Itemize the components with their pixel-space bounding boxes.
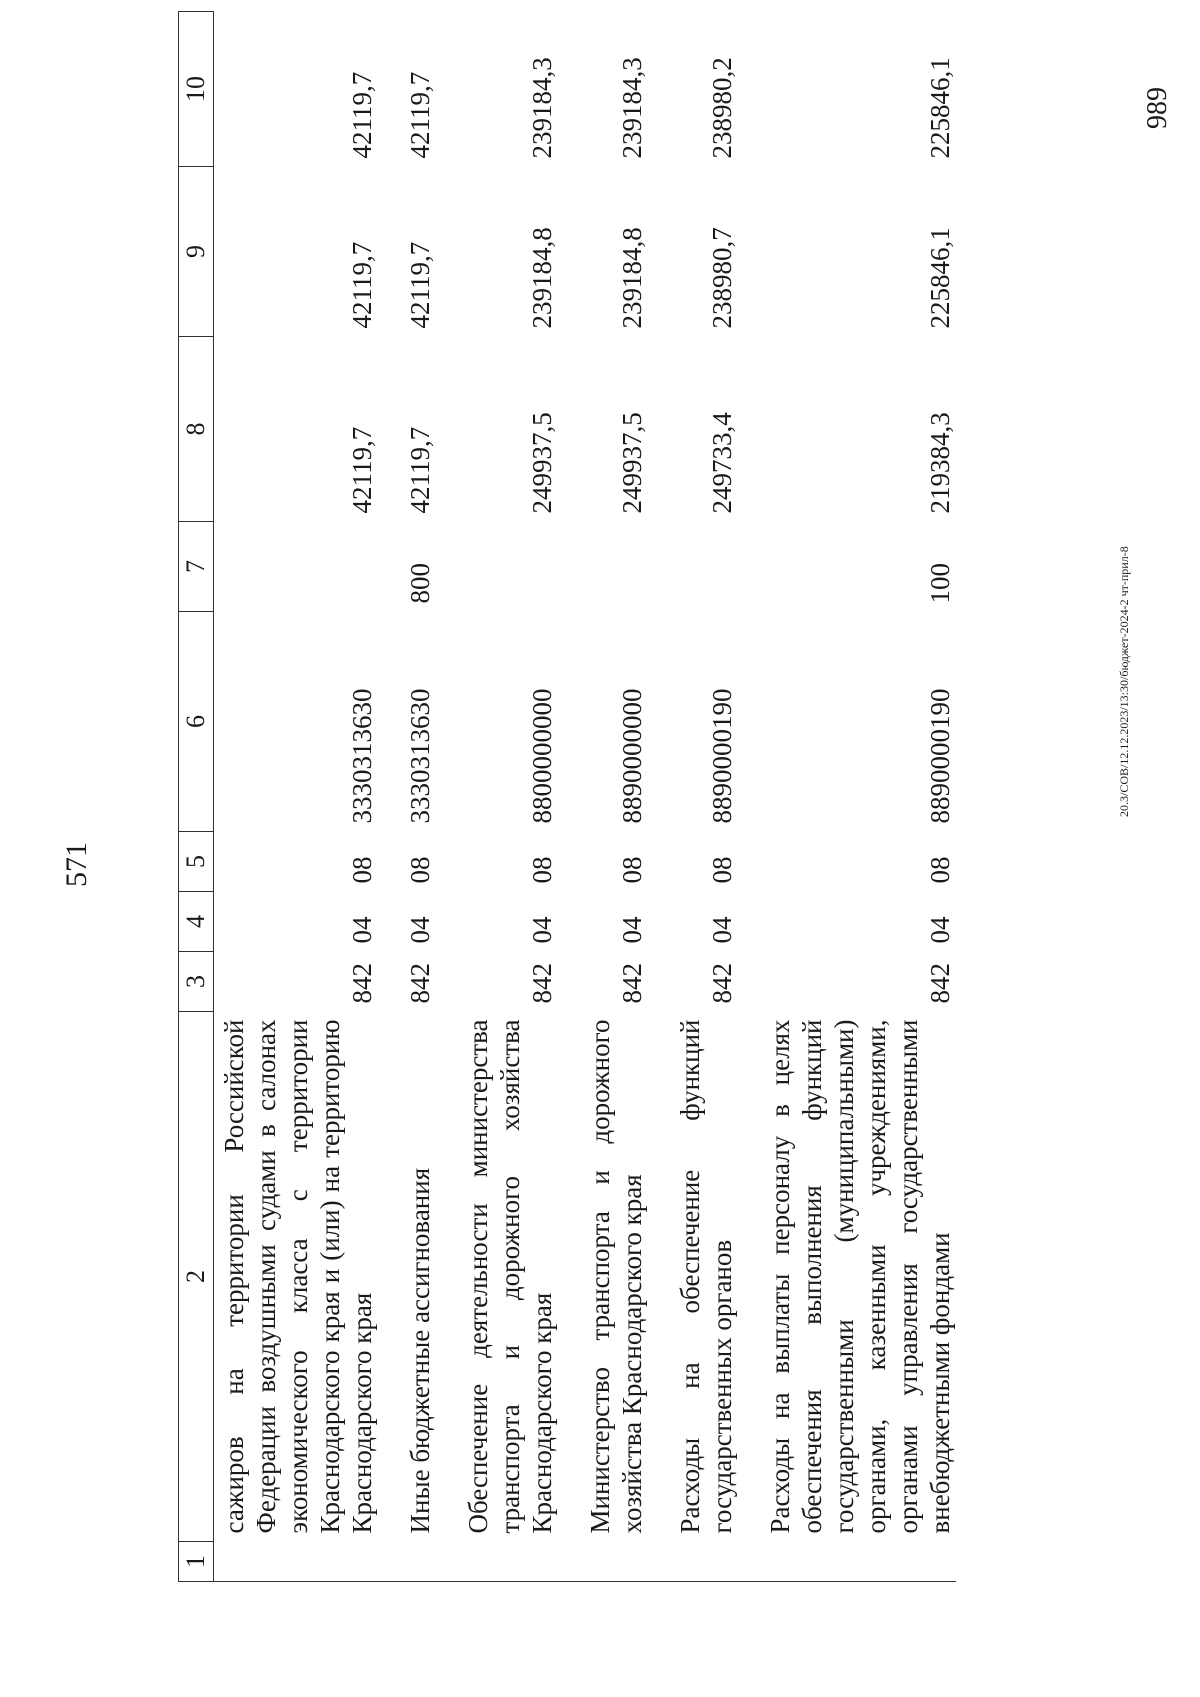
cell-c3: 842: [617, 963, 647, 1004]
cell-c8: 219384,3: [925, 412, 955, 514]
cell-c3: 842: [925, 963, 955, 1004]
cell-c6: 3330313630: [347, 688, 377, 824]
column-header: 3: [179, 952, 214, 1012]
cell-c8: 249733,4: [707, 412, 737, 514]
cell-c5: 08: [707, 856, 737, 884]
column-header: 9: [179, 167, 214, 337]
row-name: Расходы на обеспечение функций государственных органов: [675, 1019, 737, 1534]
cell-c10: 239184,3: [527, 57, 557, 159]
cell-c10: 42119,7: [405, 71, 435, 159]
column-header: 6: [179, 612, 214, 832]
cell-c7: [214, 522, 379, 612]
cell-c5: 08: [925, 856, 955, 884]
column-header: 8: [179, 337, 214, 522]
table-row: [764, 12, 956, 1582]
row-name: Обеспечение деятельности министерства транспорта и дорожного хозяйства Краснодарского края: [463, 1019, 557, 1534]
cell-c7: 100: [925, 563, 955, 604]
cell-c10: 42119,7: [347, 71, 377, 159]
column-header: 7: [179, 522, 214, 612]
cell-c6: 8890000190: [707, 688, 737, 824]
table-header-row: [179, 12, 214, 1582]
sheet-number: 989: [1142, 87, 1173, 129]
table-row: [214, 12, 379, 1582]
cell-c9: 225846,1: [925, 227, 955, 329]
cell-c5: 08: [527, 856, 557, 884]
cell-c7: [674, 522, 738, 612]
cell-c10: 238980,2: [707, 57, 737, 159]
column-header: 10: [179, 12, 214, 167]
row-name: Иные бюджетные ассигнования: [405, 1167, 435, 1534]
cell-c3: 842: [707, 963, 737, 1004]
cell-c8: 249937,5: [527, 412, 557, 514]
budget-table: [178, 11, 956, 1582]
row-name: сажиров на территории Российской Федерации воздушными судами в салонах экономического класса с территории Краснодарского края и (или) на территорию Краснодарского края: [219, 1019, 377, 1534]
cell-c8: 42119,7: [347, 426, 377, 514]
cell-c8: 249937,5: [617, 412, 647, 514]
cell-c4: 04: [347, 916, 377, 944]
cell-c5: 08: [405, 856, 435, 884]
cell-c6: 8890000000: [617, 688, 647, 824]
cell-c9: 239184,8: [527, 227, 557, 329]
cell-c8: 42119,7: [405, 426, 435, 514]
cell-c4: 04: [527, 916, 557, 944]
cell-c10: 239184,3: [617, 57, 647, 159]
cell-c3: 842: [405, 963, 435, 1004]
cell-c6: 8800000000: [527, 688, 557, 824]
cell-c7: [462, 522, 558, 612]
cell-c10: 225846,1: [925, 57, 955, 159]
table-row: [404, 12, 436, 1582]
cell-c7: [584, 522, 648, 612]
cell-c3: 842: [347, 963, 377, 1004]
cell-c4: 04: [707, 916, 737, 944]
footer-code: 20.3/СОВ/12.12.2023/13:30/бюджет-2024-2 чт-прил-8: [1117, 546, 1131, 817]
table-row: [462, 12, 558, 1582]
cell-c7: 800: [405, 563, 435, 604]
cell-c4: 04: [617, 916, 647, 944]
column-header: 4: [179, 892, 214, 952]
cell-c9: 42119,7: [405, 241, 435, 329]
cell-c6: 8890000190: [925, 688, 955, 824]
cell-c3: 842: [527, 963, 557, 1004]
column-header: 1: [179, 1542, 214, 1582]
page-number: 571: [60, 842, 93, 887]
table-row: [674, 12, 738, 1582]
cell-c5: 08: [617, 856, 647, 884]
column-header: 2: [179, 1012, 214, 1542]
row-name: Расходы на выплаты персоналу в целях обеспечения выполнения функций государственными (муниципальными) органами, казенными учреждениями, органами управления государственными внебюджетными фондами: [765, 1019, 955, 1534]
row-name: Министерство транспорта и дорожного хозяйства Краснодарского края: [585, 1019, 647, 1534]
cell-c6: 3330313630: [405, 688, 435, 824]
cell-c5: 08: [347, 856, 377, 884]
column-header: 5: [179, 832, 214, 892]
table-row: [584, 12, 648, 1582]
cell-c9: 239184,8: [617, 227, 647, 329]
cell-c4: 04: [925, 916, 955, 944]
cell-c4: 04: [405, 916, 435, 944]
cell-c9: 42119,7: [347, 241, 377, 329]
cell-c9: 238980,7: [707, 227, 737, 329]
